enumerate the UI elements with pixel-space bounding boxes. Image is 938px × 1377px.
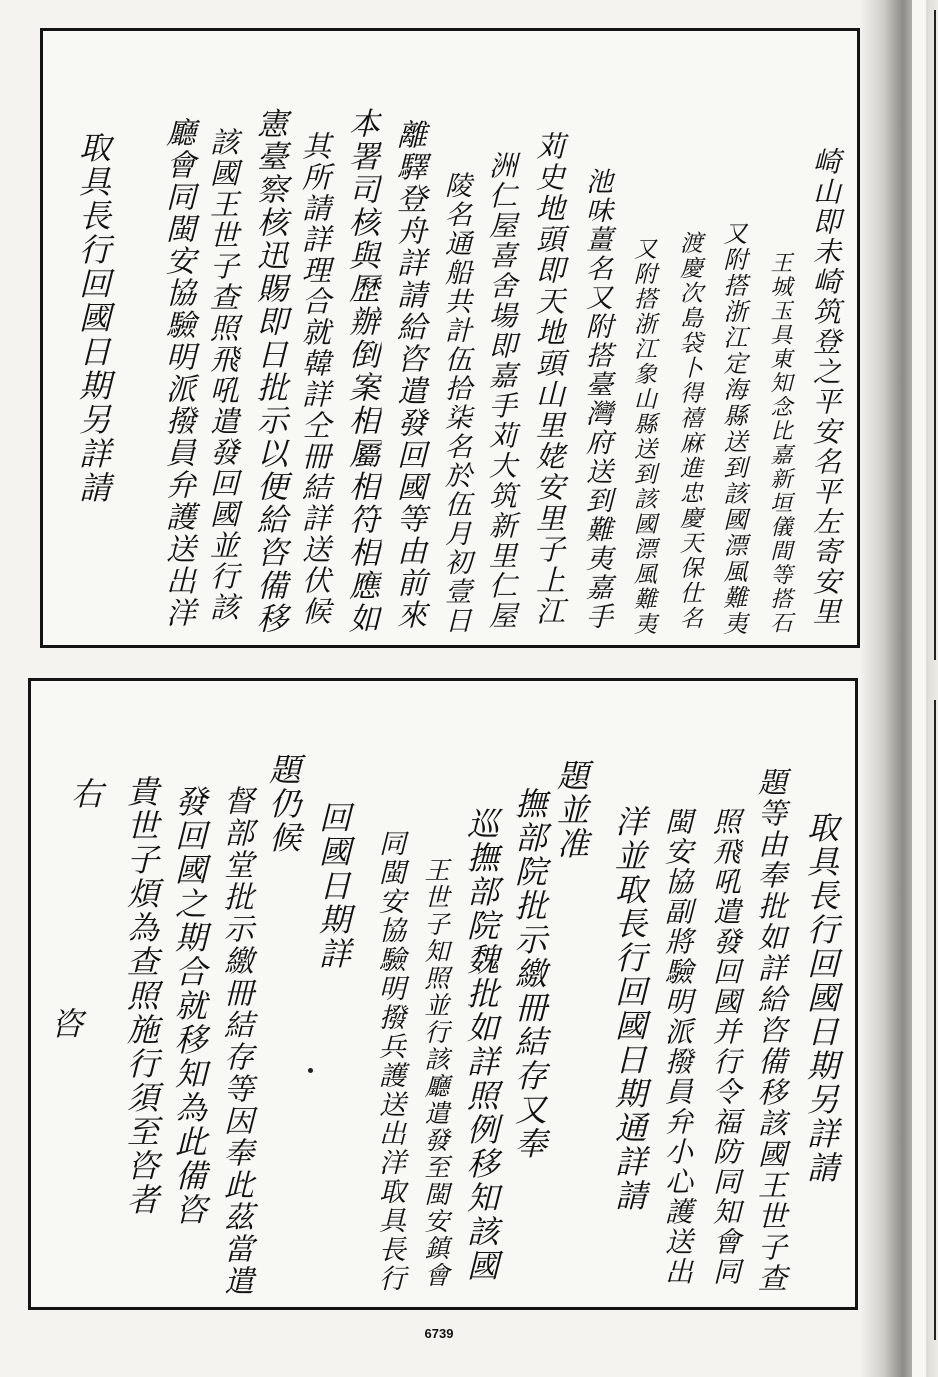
bottom-column: 回國日期詳: [314, 801, 352, 971]
top-column: 苅史地頭即天地頭山里姥安里子上江: [532, 131, 566, 627]
bottom-column: 取具長行回國日期另詳請: [802, 811, 840, 1185]
top-column: 憲臺察核迅賜即日批示以便給咨備移: [251, 107, 287, 635]
top-column: 本署司核與歷辦倒案相屬相符相應如: [343, 107, 379, 635]
top-column: 池味薑名又附搭臺灣府送到難夷嘉手: [581, 167, 612, 631]
bottom-column: 閩安協副將驗明派撥員弁小心護送出: [661, 807, 694, 1287]
bottom-column: 咨: [46, 1007, 84, 1041]
bottom-column: 王世子知照並行該廳遣發至閩安鎮會: [421, 857, 450, 1289]
top-column: 洲仁屋喜舍場即嘉手苅大筑新里仁屋: [485, 151, 518, 631]
facing-page-border-top: [934, 10, 936, 660]
top-column: 又附搭浙江象山縣送到該國漂風難夷: [630, 237, 656, 637]
top-column: 取具長行回國日期另詳請: [74, 131, 112, 505]
top-column: 其所請詳理合就韓詳仝冊結詳送伏候: [298, 131, 332, 627]
bottom-column: 題並准: [552, 759, 590, 861]
bottom-column: 發回國之期合就移知為此備咨: [170, 785, 208, 1227]
bottom-document-panel: [28, 678, 858, 1310]
bottom-column: 巡撫部院魏批如詳照例移知該國: [462, 807, 500, 1283]
page-number: 6739: [424, 1326, 454, 1341]
bottom-column: 題仍候: [264, 753, 302, 855]
bottom-column: 貴世子煩為查照施行須至咨者: [122, 775, 160, 1217]
top-column: 王城玉具東知念比嘉新垣儀間等搭石: [767, 251, 792, 635]
bottom-column: 督部堂批示繳冊結存等因奉此茲當遣: [218, 785, 253, 1297]
bottom-column: 同閩安協驗明撥兵護送出洋取具長行: [374, 829, 405, 1293]
bottom-column: 右: [66, 777, 104, 811]
top-column: 又附搭浙江定海縣送到該國漂風難夷: [719, 221, 747, 637]
top-column: 離驛登舟詳請給咨遣發回國等由前來: [391, 119, 426, 631]
top-document-panel: [40, 28, 860, 648]
top-column: 渡慶次島袋卜得禧麻進忠慶天保仕名: [676, 231, 702, 631]
bottom-column: 撫部院批示繳冊結存又奉: [510, 787, 548, 1161]
facing-page-border-bottom: [934, 700, 936, 1340]
top-column: 崎山即未崎筑登之平安名平左寄安里: [809, 147, 842, 627]
bottom-column: 洋並取長行回國日期通詳請: [610, 805, 648, 1213]
top-column: 廳會同閩安協驗明派撥員弁護送出洋: [160, 117, 195, 629]
bottom-column: 題等由奉批如詳給咨備移該國王世子查: [754, 767, 788, 1294]
bottom-column: 照飛吼遣發回國并行令福防同知會同: [709, 807, 742, 1287]
book-spine-shadow: [860, 0, 938, 1377]
top-column: 該國王世子查照飛吼遣發回國並行該: [206, 127, 240, 623]
facing-page-edge: [912, 0, 926, 1377]
top-column: 陵名通船共計伍拾柒名於伍月初壹日: [440, 171, 471, 635]
ink-speck: [308, 1068, 313, 1073]
